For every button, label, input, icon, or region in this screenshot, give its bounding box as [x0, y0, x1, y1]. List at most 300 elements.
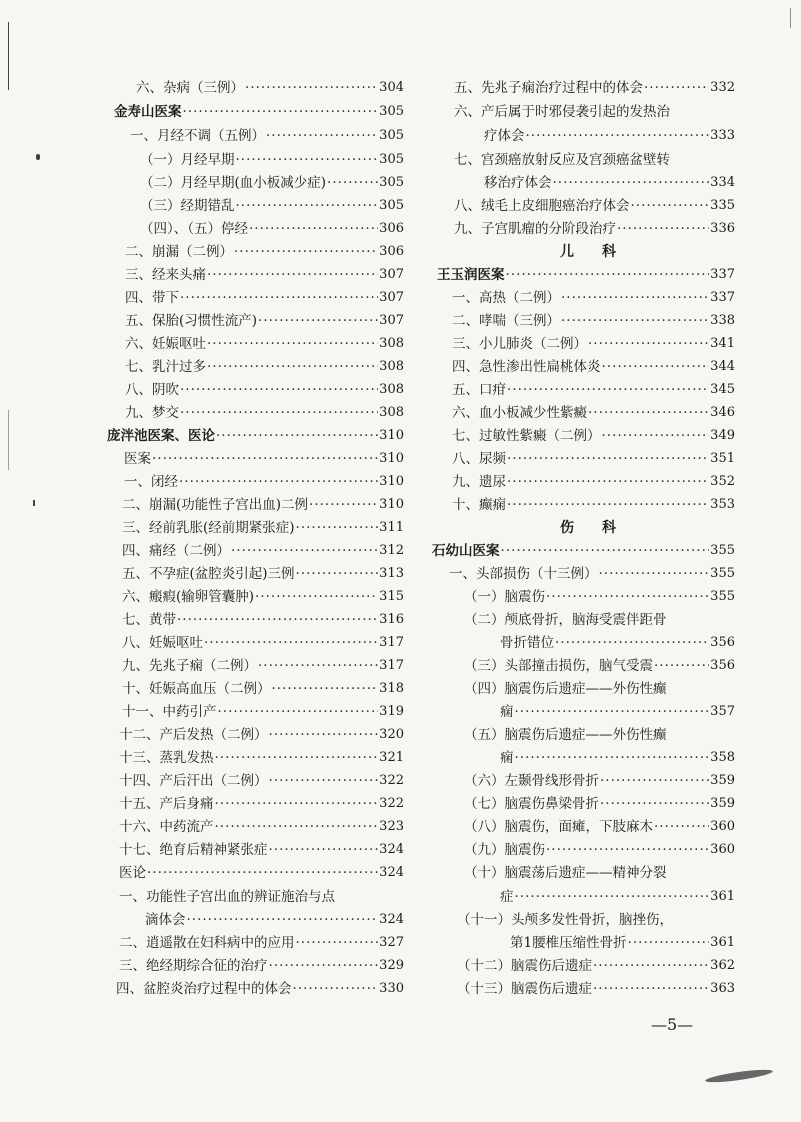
toc-entry-title: （八）脑震伤，面瘫，下肢麻木 — [464, 819, 653, 835]
toc-leader-dots — [593, 978, 709, 1000]
toc-entry-title: （十一）头颅多发性骨折，脑挫伤， — [457, 912, 673, 928]
toc-leader-dots — [207, 333, 378, 355]
toc-leader-dots — [234, 241, 378, 263]
toc-entry-page: 315 — [379, 589, 404, 604]
toc-leader-dots — [588, 402, 709, 424]
toc-entry-page: 353 — [710, 497, 735, 512]
toc-entry-page: 338 — [710, 313, 735, 328]
toc-leader-dots — [507, 448, 709, 470]
toc-entry — [454, 101, 735, 123]
toc-entry — [464, 724, 735, 746]
toc-entry-page: 333 — [710, 128, 735, 143]
toc-entry — [119, 862, 404, 884]
toc-entry — [500, 886, 735, 908]
toc-entry-title: 九、遗尿 — [452, 474, 506, 490]
toc-entry-title: （二）月经早期(血小板减少症) — [140, 175, 327, 191]
toc-entry — [449, 563, 735, 585]
toc-entry-title: 石幼山医案 — [432, 543, 500, 559]
toc-entry-title: （七）脑震伤鼻梁骨折 — [464, 796, 599, 812]
toc-entry-title: 五、口疳 — [452, 382, 506, 398]
toc-entry-title: 七、过敏性紫癜（二例） — [452, 428, 601, 444]
toc-entry-page: 304 — [379, 80, 404, 95]
toc-entry — [124, 448, 404, 470]
toc-entry — [457, 978, 735, 1000]
toc-entry-page: 318 — [379, 681, 404, 696]
toc-entry-page: 322 — [379, 773, 404, 788]
toc-entry-title: 十、妊娠高血压（二例） — [122, 681, 271, 697]
toc-leader-dots — [507, 494, 709, 516]
toc-entry-title: 症 — [500, 889, 514, 905]
toc-entry-page: 305 — [379, 104, 404, 119]
toc-entry-title: 三、经来头痛 — [125, 267, 206, 283]
toc-entry-title: 二、哮喘（三例） — [452, 313, 560, 329]
toc-entry-title: （十三）脑震伤后遗症 — [457, 981, 592, 997]
toc-entry-page: 329 — [379, 958, 404, 973]
toc-entry — [122, 494, 404, 516]
toc-leader-dots — [555, 632, 709, 654]
toc-entry-title: 九、梦交 — [125, 405, 179, 421]
toc-entry — [457, 955, 735, 977]
toc-entry-page: 308 — [379, 382, 404, 397]
toc-entry-title: （三）头部撞击损伤，脑气受震 — [464, 658, 653, 674]
toc-entry — [454, 218, 735, 240]
toc-entry-title: （五）脑震伤后遗症——外伤性癫 — [464, 727, 667, 743]
toc-entry — [119, 955, 404, 977]
toc-entry-page: 313 — [379, 566, 404, 581]
toc-leader-dots — [183, 101, 379, 123]
toc-entry-page: 310 — [379, 428, 404, 443]
toc-entry-page: 359 — [710, 773, 735, 788]
toc-entry-title: 一、头部损伤（十三例） — [449, 566, 598, 582]
toc-entry — [464, 609, 735, 631]
toc-entry-title: （一）脑震伤 — [464, 589, 545, 605]
toc-entry-page: 307 — [379, 313, 404, 328]
toc-entry — [122, 655, 404, 677]
toc-entry-page: 362 — [710, 958, 735, 973]
toc-entry-page: 322 — [379, 796, 404, 811]
toc-leader-dots — [269, 839, 379, 861]
toc-entry — [116, 978, 404, 1000]
toc-entry-title: 疗体会 — [484, 128, 525, 144]
toc-entry-page: 321 — [379, 750, 404, 765]
toc-entry — [122, 701, 404, 723]
toc-entry — [484, 172, 735, 194]
toc-leader-dots — [207, 264, 378, 286]
toc-leader-dots — [269, 770, 379, 792]
toc-entry-page: 324 — [379, 912, 404, 927]
toc-entry-title: 八、阴吹 — [125, 382, 179, 398]
toc-entry-title: （十二）脑震伤后遗症 — [457, 958, 592, 974]
toc-entry-page: 335 — [710, 198, 735, 213]
toc-entry-title: 滴体会 — [145, 912, 186, 928]
scan-mark — [8, 410, 9, 470]
toc-entry — [464, 770, 735, 792]
toc-entry-page: 305 — [379, 198, 404, 213]
toc-entry — [119, 770, 404, 792]
toc-entry — [125, 333, 404, 355]
page-number: —5— — [651, 1015, 694, 1034]
toc-leader-dots — [546, 586, 709, 608]
toc-leader-dots — [255, 586, 378, 608]
toc-entry-title: 八、绒毛上皮细胞癌治疗体会 — [454, 198, 630, 214]
toc-entry-title: （二）颅底骨折，脑海受震伴距骨 — [464, 612, 667, 628]
toc-entry-page: 307 — [379, 290, 404, 305]
toc-leader-dots — [236, 149, 379, 171]
toc-entry-page: 307 — [379, 267, 404, 282]
toc-entry-page: 355 — [710, 566, 735, 581]
toc-entry — [500, 747, 735, 769]
toc-entry — [454, 195, 735, 217]
toc-entry-title: 十三、蒸乳发热 — [119, 750, 214, 766]
toc-entry-title: （六）左颞骨线形骨折 — [464, 773, 599, 789]
toc-entry — [484, 125, 735, 147]
toc-leader-dots — [204, 632, 378, 654]
toc-entry — [437, 264, 735, 286]
toc-entry-page: 355 — [710, 589, 735, 604]
toc-leader-dots — [309, 494, 378, 516]
toc-entry-title: 九、先兆子痫（二例） — [122, 658, 257, 674]
toc-entry-page: 332 — [710, 80, 735, 95]
toc-leader-dots — [602, 425, 710, 447]
toc-leader-dots — [628, 932, 710, 954]
toc-entry — [140, 172, 404, 194]
toc-entry — [500, 701, 735, 723]
toc-leader-dots — [617, 218, 709, 240]
toc-leader-dots — [327, 172, 378, 194]
toc-leader-dots — [215, 747, 379, 769]
toc-entry-page: 323 — [379, 819, 404, 834]
toc-entry — [114, 101, 404, 123]
toc-entry — [122, 632, 404, 654]
scan-mark — [33, 500, 35, 506]
toc-entry-title: 七、乳汁过多 — [125, 359, 206, 375]
toc-entry-page: 358 — [710, 750, 735, 765]
toc-entry-title: （三）经期错乱 — [140, 198, 235, 214]
toc-leader-dots — [600, 770, 709, 792]
toc-entry — [457, 909, 735, 931]
toc-entry-title: 一、功能性子宫出血的辨证施治与点 — [119, 889, 335, 905]
toc-entry-page: 349 — [710, 428, 735, 443]
toc-entry-title: 七、黄带 — [122, 612, 176, 628]
toc-entry-title: 一、闭经 — [124, 474, 178, 490]
toc-entry-page: 360 — [710, 842, 735, 857]
scan-smudge — [705, 1067, 773, 1084]
toc-leader-dots — [180, 379, 378, 401]
toc-entry-page: 355 — [710, 543, 735, 558]
toc-entry-title: 十、癫痫 — [452, 497, 506, 513]
toc-entry-page: 337 — [710, 290, 735, 305]
toc-leader-dots — [293, 978, 379, 1000]
toc-entry-title: 移治疗体会 — [484, 175, 552, 191]
toc-leader-dots — [180, 402, 378, 424]
toc-entry — [119, 747, 404, 769]
toc-entry-page: 310 — [379, 474, 404, 489]
toc-entry-page: 305 — [379, 175, 404, 190]
toc-entry-page: 361 — [710, 935, 735, 950]
toc-entry-title: 四、盆腔炎治疗过程中的体会 — [116, 981, 292, 997]
toc-entry — [125, 379, 404, 401]
toc-entry — [452, 333, 735, 355]
toc-entry-title: 四、带下 — [125, 290, 179, 306]
toc-entry-title: 痫 — [500, 750, 514, 766]
toc-leader-dots — [588, 333, 709, 355]
section-heading: 儿科 — [560, 244, 644, 260]
toc-entry-title: 三、经前乳胀(经前期紧张症) — [122, 520, 295, 536]
toc-entry-page: 336 — [710, 221, 735, 236]
toc-entry-page: 316 — [379, 612, 404, 627]
toc-entry-title: 十二、产后发热（二例） — [119, 727, 268, 743]
toc-entry-title: 三、小儿肺炎（二例） — [452, 336, 587, 352]
toc-entry — [452, 356, 735, 378]
toc-entry-page: 351 — [710, 451, 735, 466]
toc-entry — [140, 218, 404, 240]
toc-entry-title: 骨折错位 — [500, 635, 554, 651]
toc-entry — [122, 609, 404, 631]
toc-entry — [452, 379, 735, 401]
toc-leader-dots — [215, 793, 379, 815]
toc-leader-dots — [272, 678, 379, 700]
toc-entry-page: 319 — [379, 704, 404, 719]
toc-entry-title: 十一、中药引产 — [122, 704, 217, 720]
toc-leader-dots — [180, 287, 378, 309]
toc-entry-page: 356 — [710, 635, 735, 650]
toc-entry — [452, 448, 735, 470]
toc-entry-page: 324 — [379, 865, 404, 880]
toc-entry-title: 金寿山医案 — [114, 104, 182, 120]
toc-leader-dots — [269, 955, 379, 977]
toc-entry-title: （四）脑震伤后遗症——外伤性癫 — [464, 681, 667, 697]
toc-leader-dots — [599, 563, 710, 585]
toc-entry-page: 327 — [379, 935, 404, 950]
toc-leader-dots — [506, 264, 710, 286]
toc-leader-dots — [561, 310, 709, 332]
toc-leader-dots — [515, 886, 710, 908]
toc-entry — [464, 862, 735, 884]
toc-leader-dots — [526, 125, 710, 147]
toc-entry-title: 二、崩漏（二例） — [125, 244, 233, 260]
toc-entry — [119, 886, 404, 908]
toc-leader-dots — [296, 563, 379, 585]
toc-leader-dots — [258, 310, 378, 332]
toc-entry-title: 五、保胎(习惯性流产) — [125, 313, 258, 329]
toc-entry-title: 二、逍遥散在妇科病中的应用 — [119, 935, 295, 951]
toc-entry — [454, 77, 735, 99]
toc-entry — [107, 425, 404, 447]
toc-entry-page: 360 — [710, 819, 735, 834]
toc-leader-dots — [179, 471, 378, 493]
toc-leader-dots — [561, 287, 709, 309]
toc-entry-title: 四、痛经（二例） — [122, 543, 230, 559]
toc-entry — [464, 839, 735, 861]
scan-mark — [790, 8, 791, 28]
toc-entry — [125, 287, 404, 309]
toc-entry-page: 337 — [710, 267, 735, 282]
toc-leader-dots — [216, 425, 378, 447]
toc-entry — [119, 724, 404, 746]
toc-entry — [140, 149, 404, 171]
toc-entry — [119, 816, 404, 838]
toc-entry-title: 六、产后属于时邪侵袭引起的发热治 — [454, 104, 670, 120]
toc-entry-page: 306 — [379, 244, 404, 259]
toc-entry-title: 七、宫颈癌放射反应及宫颈癌盆壁转 — [454, 152, 670, 168]
toc-entry — [464, 678, 735, 700]
toc-leader-dots — [593, 955, 709, 977]
toc-entry-title: 六、杂病（三例） — [136, 80, 244, 96]
toc-entry — [452, 425, 735, 447]
toc-leader-dots — [147, 862, 378, 884]
toc-entry-title: 十四、产后汗出（二例） — [119, 773, 268, 789]
toc-leader-dots — [231, 540, 378, 562]
toc-leader-dots — [654, 816, 709, 838]
toc-leader-dots — [249, 218, 378, 240]
toc-entry-title: 医论 — [119, 865, 146, 881]
toc-entry-title: 一、月经不调（五例） — [130, 128, 265, 144]
toc-entry-page: 311 — [379, 520, 404, 535]
toc-leader-dots — [177, 609, 378, 631]
toc-entry — [122, 678, 404, 700]
scan-mark — [8, 22, 9, 90]
toc-entry-title: 痫 — [500, 704, 514, 720]
toc-entry-page: 334 — [710, 175, 735, 190]
toc-entry — [432, 540, 735, 562]
toc-entry — [122, 540, 404, 562]
toc-entry-title: （九）脑震伤 — [464, 842, 545, 858]
toc-leader-dots — [215, 816, 379, 838]
toc-entry-title: 第1腰椎压缩性骨折 — [510, 935, 627, 951]
toc-entry — [452, 287, 735, 309]
toc-entry-title: 一、高热（二例） — [452, 290, 560, 306]
toc-leader-dots — [515, 747, 710, 769]
toc-leader-dots — [152, 448, 378, 470]
toc-entry-page: 356 — [710, 658, 735, 673]
toc-entry — [122, 586, 404, 608]
toc-entry-page: 345 — [710, 382, 735, 397]
toc-entry — [500, 632, 735, 654]
toc-entry — [124, 471, 404, 493]
scan-mark — [36, 154, 40, 160]
section-heading: 伤科 — [560, 520, 644, 536]
toc-entry-title: （四）、（五）停经 — [140, 221, 248, 237]
toc-entry — [125, 402, 404, 424]
toc-entry — [122, 517, 404, 539]
toc-entry — [464, 793, 735, 815]
toc-entry — [464, 586, 735, 608]
toc-entry-title: 三、绝经期综合征的治疗 — [119, 958, 268, 974]
toc-leader-dots — [296, 932, 379, 954]
toc-entry-page: 346 — [710, 405, 735, 420]
toc-leader-dots — [654, 655, 709, 677]
toc-leader-dots — [507, 471, 709, 493]
toc-leader-dots — [553, 172, 710, 194]
toc-leader-dots — [507, 379, 709, 401]
toc-leader-dots — [515, 701, 710, 723]
toc-entry-title: 二、崩漏(功能性子宫出血)二例 — [122, 497, 309, 513]
toc-leader-dots — [644, 77, 709, 99]
toc-entry — [145, 909, 404, 931]
toc-leader-dots — [187, 909, 379, 931]
toc-entry — [125, 264, 404, 286]
toc-entry-page: 352 — [710, 474, 735, 489]
toc-entry-title: （十）脑震荡后遗症——精神分裂 — [464, 865, 667, 881]
toc-entry-page: 317 — [379, 658, 404, 673]
toc-entry-title: 五、先兆子痫治疗过程中的体会 — [454, 80, 643, 96]
toc-entry — [125, 241, 404, 263]
toc-leader-dots — [631, 195, 710, 217]
toc-leader-dots — [600, 793, 709, 815]
toc-entry-page: 310 — [379, 497, 404, 512]
toc-entry-title: 八、妊娠呕吐 — [122, 635, 203, 651]
toc-entry-page: 361 — [710, 889, 735, 904]
toc-entry — [454, 149, 735, 171]
toc-entry — [119, 932, 404, 954]
toc-entry-page: 341 — [710, 336, 735, 351]
toc-entry — [464, 655, 735, 677]
toc-entry-title: （一）月经早期 — [140, 152, 235, 168]
toc-entry-page: 305 — [379, 128, 404, 143]
toc-leader-dots — [207, 356, 378, 378]
toc-entry-title: 十六、中药流产 — [119, 819, 214, 835]
toc-entry-page: 306 — [379, 221, 404, 236]
toc-entry-page: 308 — [379, 336, 404, 351]
toc-entry — [119, 793, 404, 815]
toc-entry-page: 308 — [379, 405, 404, 420]
toc-leader-dots — [602, 356, 710, 378]
toc-entry-page: 320 — [379, 727, 404, 742]
toc-entry-page: 305 — [379, 152, 404, 167]
toc-leader-dots — [546, 839, 709, 861]
toc-leader-dots — [245, 77, 378, 99]
toc-leader-dots — [269, 724, 379, 746]
toc-entry — [452, 402, 735, 424]
toc-entry-page: 330 — [379, 981, 404, 996]
toc-entry — [452, 471, 735, 493]
toc-entry — [119, 839, 404, 861]
toc-entry-title: 王玉润医案 — [437, 267, 505, 283]
toc-entry-title: 四、急性渗出性扁桃体炎 — [452, 359, 601, 375]
toc-leader-dots — [236, 195, 379, 217]
toc-entry-page: 324 — [379, 842, 404, 857]
toc-entry-page: 310 — [379, 451, 404, 466]
toc-entry — [464, 816, 735, 838]
toc-entry-page: 344 — [710, 359, 735, 374]
toc-entry-page: 357 — [710, 704, 735, 719]
toc-entry-page: 359 — [710, 796, 735, 811]
toc-entry — [510, 932, 735, 954]
toc-entry-page: 312 — [379, 543, 404, 558]
toc-entry — [140, 195, 404, 217]
toc-leader-dots — [218, 701, 379, 723]
toc-leader-dots — [266, 125, 378, 147]
toc-entry-page: 363 — [710, 981, 735, 996]
toc-entry-title: 九、子宫肌瘤的分阶段治疗 — [454, 221, 616, 237]
toc-entry — [136, 77, 404, 99]
toc-entry-page: 308 — [379, 359, 404, 374]
toc-entry-title: 五、不孕症(盆腔炎引起)三例 — [122, 566, 295, 582]
toc-entry-title: 六、妊娠呕吐 — [125, 336, 206, 352]
toc-entry — [125, 310, 404, 332]
toc-leader-dots — [258, 655, 378, 677]
toc-entry-title: 六、瘢瘕(输卵管囊肿) — [122, 589, 255, 605]
toc-entry — [452, 494, 735, 516]
toc-leader-dots — [296, 517, 379, 539]
toc-entry-title: 十七、绝育后精神紧张症 — [119, 842, 268, 858]
toc-entry-title: 八、尿频 — [452, 451, 506, 467]
toc-entry — [122, 563, 404, 585]
toc-entry — [130, 125, 404, 147]
toc-entry-title: 庞泮池医案、医论 — [107, 428, 215, 444]
toc-entry-title: 医案 — [124, 451, 151, 467]
toc-leader-dots — [501, 540, 710, 562]
